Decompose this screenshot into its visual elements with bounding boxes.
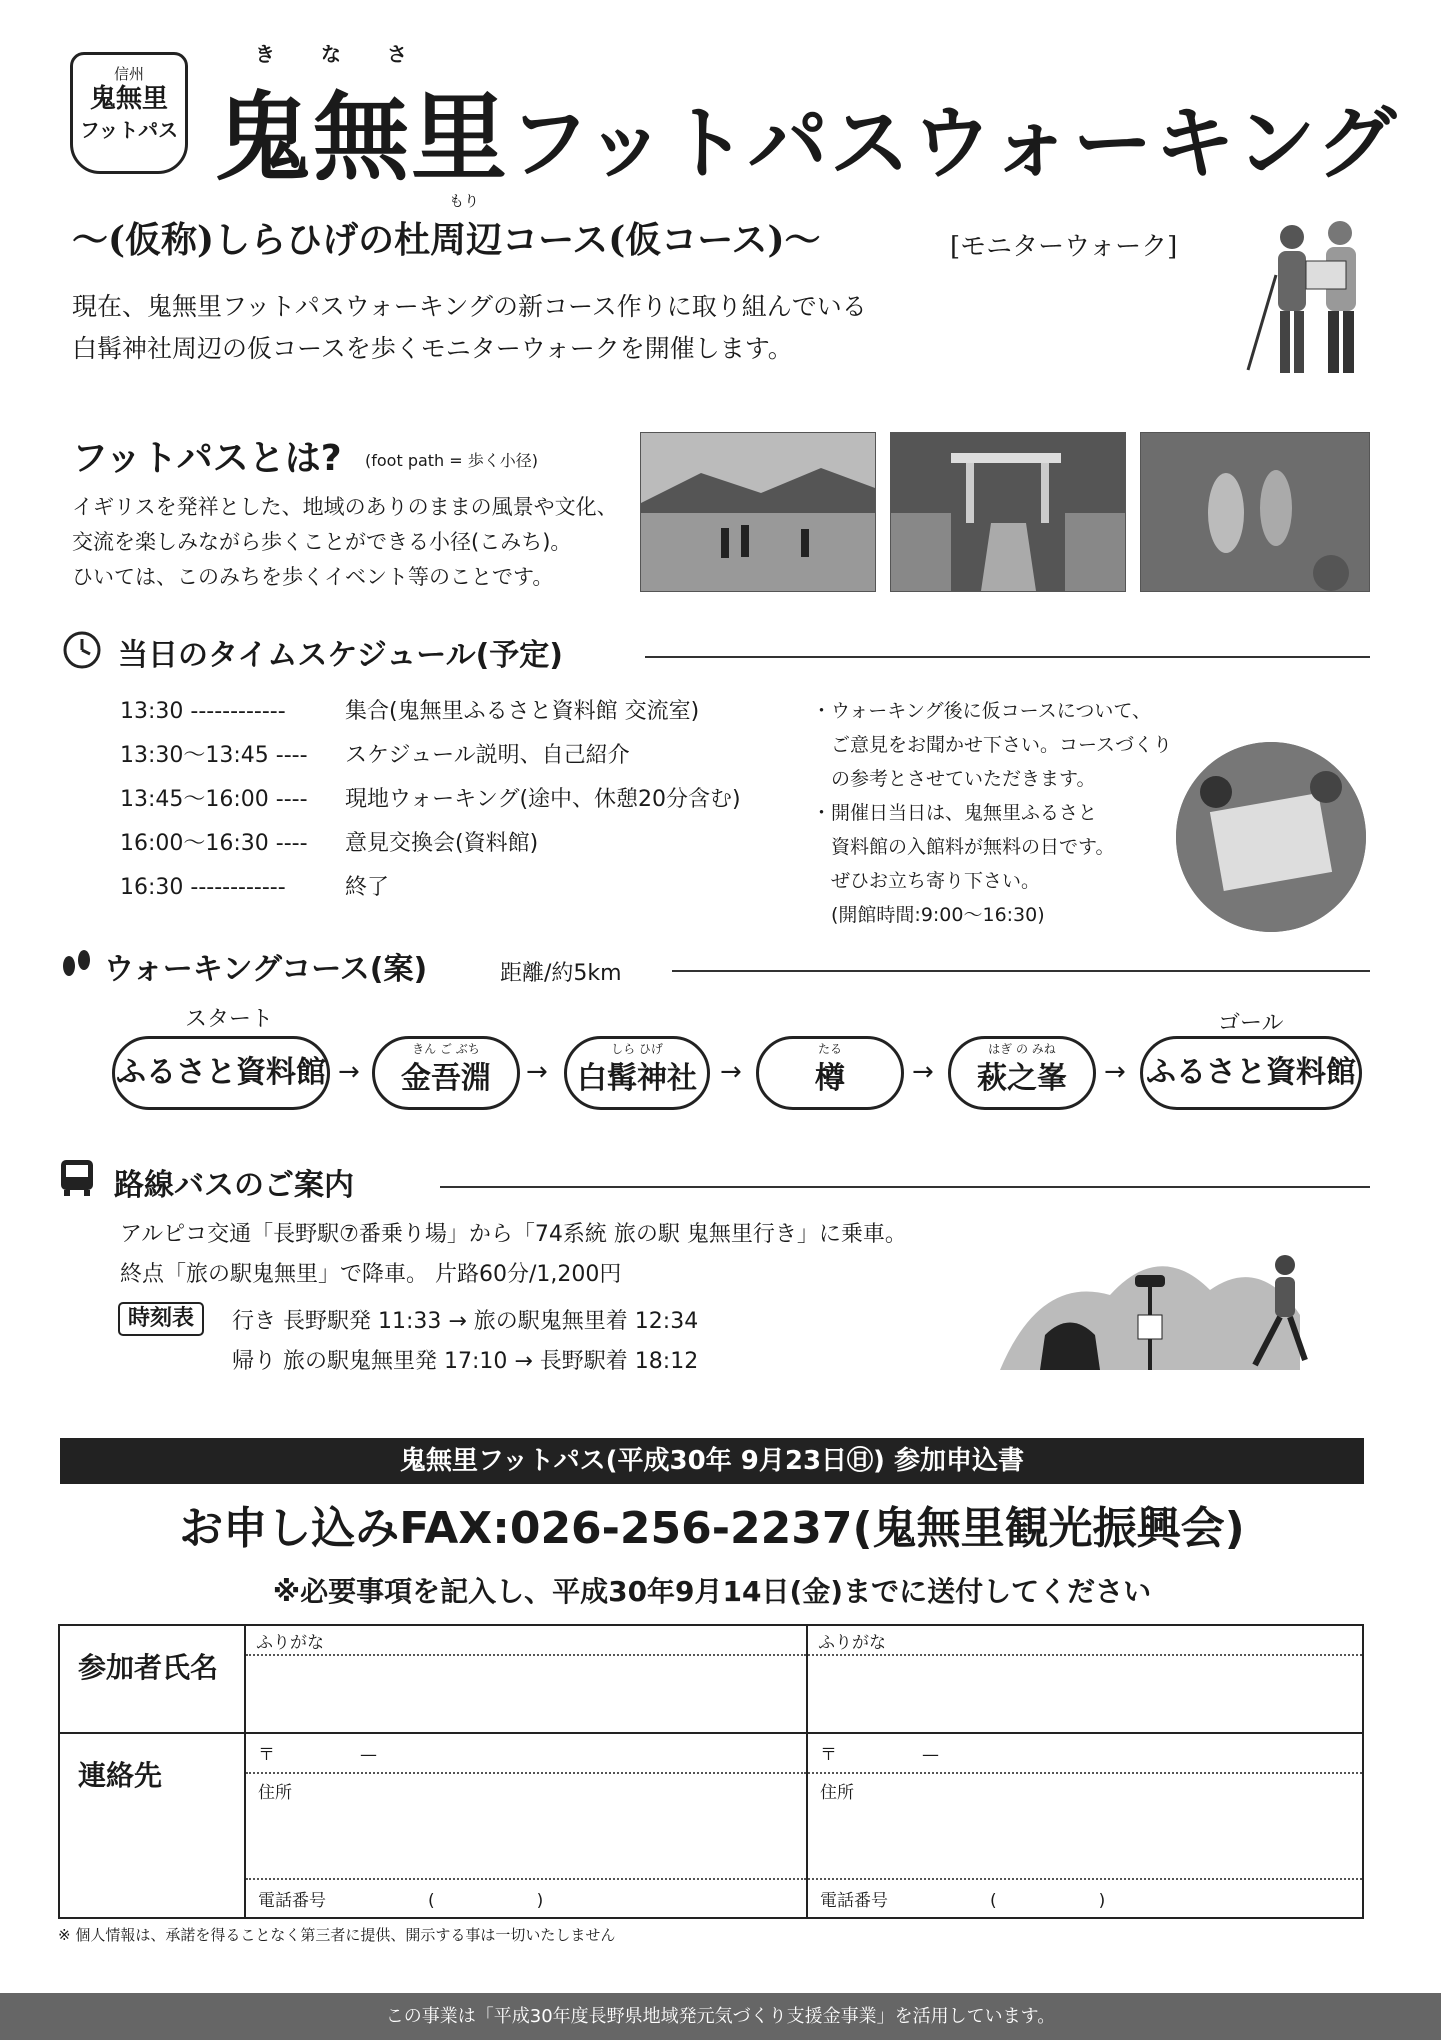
schedule-row: [120, 822, 741, 866]
node-ruby: はぎ の みね: [988, 1042, 1056, 1056]
photo-stone-statues: [1140, 432, 1370, 592]
logo-line3: フットパス: [79, 118, 179, 142]
name-cell-1[interactable]: [245, 1625, 807, 1733]
footprints-icon: [58, 946, 94, 982]
bus-info: [120, 1215, 907, 1295]
phone-field[interactable]: 電話番号 ( ): [258, 1891, 544, 1911]
contact-cell-2[interactable]: [807, 1733, 1363, 1918]
node-ruby: きん ご ぶち: [412, 1042, 480, 1056]
ruby-na: な: [321, 42, 387, 66]
schedule-desc: 現地ウォーキング(途中、休憩20分含む): [345, 787, 741, 812]
footpath-line: 交流を楽しみながら歩くことができる小径(こみち)。: [72, 530, 572, 554]
intro-text: [72, 286, 867, 370]
logo-line1: 信州: [113, 65, 144, 83]
node-label: ふるさと資料館: [1146, 1055, 1356, 1090]
title-kana: フットパスウォーキング: [509, 97, 1399, 190]
schedule-time: 13:45〜16:00 ----: [120, 787, 308, 812]
note-line: ・ウォーキング後に仮コースについて、: [812, 700, 1151, 722]
divider: [440, 1186, 1370, 1188]
footpath-heading: フットパスとは?: [72, 438, 342, 479]
schedule-time: 16:00〜16:30 ----: [120, 831, 308, 856]
footpath-note: (foot path = 歩く小径): [365, 451, 539, 470]
photo-shrine-gate: [890, 432, 1126, 592]
node-label: ふるさと資料館: [116, 1055, 326, 1090]
logo: [70, 52, 188, 174]
goal-label: ゴール: [1218, 1011, 1284, 1036]
bus-icon: [58, 1158, 96, 1198]
course-node-shirahige: [564, 1036, 710, 1110]
application-form: [58, 1624, 1364, 1919]
divider: [645, 656, 1370, 658]
schedule-desc: 意見交換会(資料館): [345, 831, 539, 856]
node-label: 樽: [815, 1061, 845, 1096]
subtitle-ruby: もり: [449, 192, 480, 210]
photo-walkers-road: [640, 432, 876, 592]
arrow-icon: →: [1104, 1057, 1126, 1087]
application-bar: 鬼無里フットパス(平成30年 9月23日㊐) 参加申込書: [60, 1438, 1364, 1484]
logo-line2: 鬼無里: [89, 84, 168, 114]
ruby-ki: き: [255, 42, 321, 66]
postal-field[interactable]: 〒 —: [246, 1734, 806, 1774]
node-label: 金吾淵: [401, 1061, 491, 1096]
ruby-sa: さ: [387, 42, 453, 66]
arrow-icon: →: [338, 1057, 360, 1087]
address-field[interactable]: 住所: [246, 1774, 806, 1880]
postal-field[interactable]: 〒 —: [808, 1734, 1362, 1774]
privacy-note: ※ 個人情報は、承諾を得ることなく第三者に提供、開示する事は一切いたしません: [58, 1926, 616, 1944]
schedule-time: 16:30 ------------: [120, 875, 286, 900]
monitor-walk-label: [モニターウォーク]: [950, 232, 1178, 262]
bus-heading: 路線バスのご案内: [114, 1168, 354, 1203]
footpath-body: [72, 490, 618, 595]
course-distance: 距離/約5km: [500, 961, 622, 986]
arrow-icon: →: [526, 1057, 548, 1087]
note-line: の参考とさせていただきます。: [812, 768, 1096, 790]
course-node-start: [112, 1036, 330, 1110]
schedule-desc: 終了: [345, 875, 390, 900]
name-label: 参加者氏名: [59, 1625, 245, 1733]
deadline-note: ※必要事項を記入し、平成30年9月14日(金)までに送付してください: [272, 1575, 1152, 1608]
timetable-row: 帰り 旅の駅鬼無里発 17:10 → 長野駅着 18:12: [232, 1349, 699, 1374]
bus-line: 終点「旅の駅鬼無里」で降車。 片路60分/1,200円: [120, 1262, 622, 1287]
subtitle-text: 〜(仮称)しらひげの杜周辺コース(仮コース)〜: [72, 219, 821, 261]
note-line: ご意見をお聞かせ下さい。コースづくり: [812, 734, 1173, 756]
fax-number: お申し込みFAX:026-256-2237(鬼無里観光振興会): [179, 1503, 1245, 1554]
address-field[interactable]: 住所: [808, 1774, 1362, 1880]
contact-cell-1[interactable]: [245, 1733, 807, 1918]
intro-line: 白髯神社周辺の仮コースを歩くモニターウォークを開催します。: [72, 334, 793, 363]
node-label: 白髯神社: [577, 1061, 697, 1096]
course-node-haginomine: [948, 1036, 1096, 1110]
timetable-row: 行き 長野駅発 11:33 → 旅の駅鬼無里着 12:34: [232, 1309, 699, 1334]
phone-field[interactable]: 電話番号 ( ): [820, 1891, 1106, 1911]
photo-meeting: [1176, 742, 1366, 932]
node-ruby: しら ひげ: [611, 1042, 663, 1056]
name-cell-2[interactable]: [807, 1625, 1363, 1733]
walkers-illustration: [1240, 215, 1380, 385]
schedule-desc: スケジュール説明、自己紹介: [345, 743, 630, 768]
footpath-line: イギリスを発祥とした、地域のありのままの風景や文化、: [72, 495, 618, 519]
clock-icon: [62, 630, 102, 670]
schedule-row: [120, 734, 741, 778]
course-node-kingobuchi: [372, 1036, 520, 1110]
course-node-taru: [756, 1036, 904, 1110]
course-node-goal: [1140, 1036, 1362, 1110]
divider: [672, 970, 1370, 972]
course-heading: ウォーキングコース(案): [104, 952, 428, 987]
node-ruby: たる: [817, 1042, 842, 1056]
start-label: スタート: [185, 1007, 274, 1032]
schedule-time: 13:30〜13:45 ----: [120, 743, 308, 768]
bus-stop-illustration: [1000, 1235, 1370, 1375]
page-title: [215, 62, 1398, 199]
bus-line: アルピコ交通「長野駅⑦番乗り場」から「74系統 旅の駅 鬼無里行き」に乗車。: [120, 1222, 907, 1247]
node-label: 萩之峯: [977, 1061, 1067, 1096]
footer: この事業は「平成30年度長野県地域発元気づくり支援金事業」を活用しています。: [0, 1993, 1441, 2040]
timetable-label: 時刻表: [118, 1302, 204, 1336]
timetable: [232, 1302, 698, 1382]
intro-line: 現在、鬼無里フットパスウォーキングの新コース作りに取り組んでいる: [72, 292, 867, 321]
contact-label: 連絡先: [59, 1733, 245, 1918]
schedule-list: [120, 690, 741, 910]
schedule-time: 13:30 ------------: [120, 699, 286, 724]
subtitle: [72, 192, 821, 263]
note-line: 資料館の入館料が無料の日です。: [812, 836, 1115, 858]
schedule-notes: [812, 694, 1172, 932]
note-line: ・開催日当日は、鬼無里ふるさと: [812, 802, 1098, 824]
arrow-icon: →: [720, 1057, 742, 1087]
schedule-desc: 集合(鬼無里ふるさと資料館 交流室): [345, 699, 700, 724]
schedule-row: [120, 866, 741, 910]
furigana-label: ふりがな: [808, 1626, 1362, 1656]
note-line: (開館時間:9:00〜16:30): [812, 904, 1045, 926]
title-kanji: 鬼無里: [215, 81, 509, 194]
schedule-heading: 当日のタイムスケジュール(予定): [118, 638, 564, 673]
schedule-row: [120, 690, 741, 734]
schedule-row: [120, 778, 741, 822]
furigana-label: ふりがな: [246, 1626, 806, 1656]
note-line: ぜひお立ち寄り下さい。: [812, 870, 1041, 892]
arrow-icon: →: [912, 1057, 934, 1087]
footpath-line: ひいては、このみちを歩くイベント等のことです。: [72, 565, 554, 589]
